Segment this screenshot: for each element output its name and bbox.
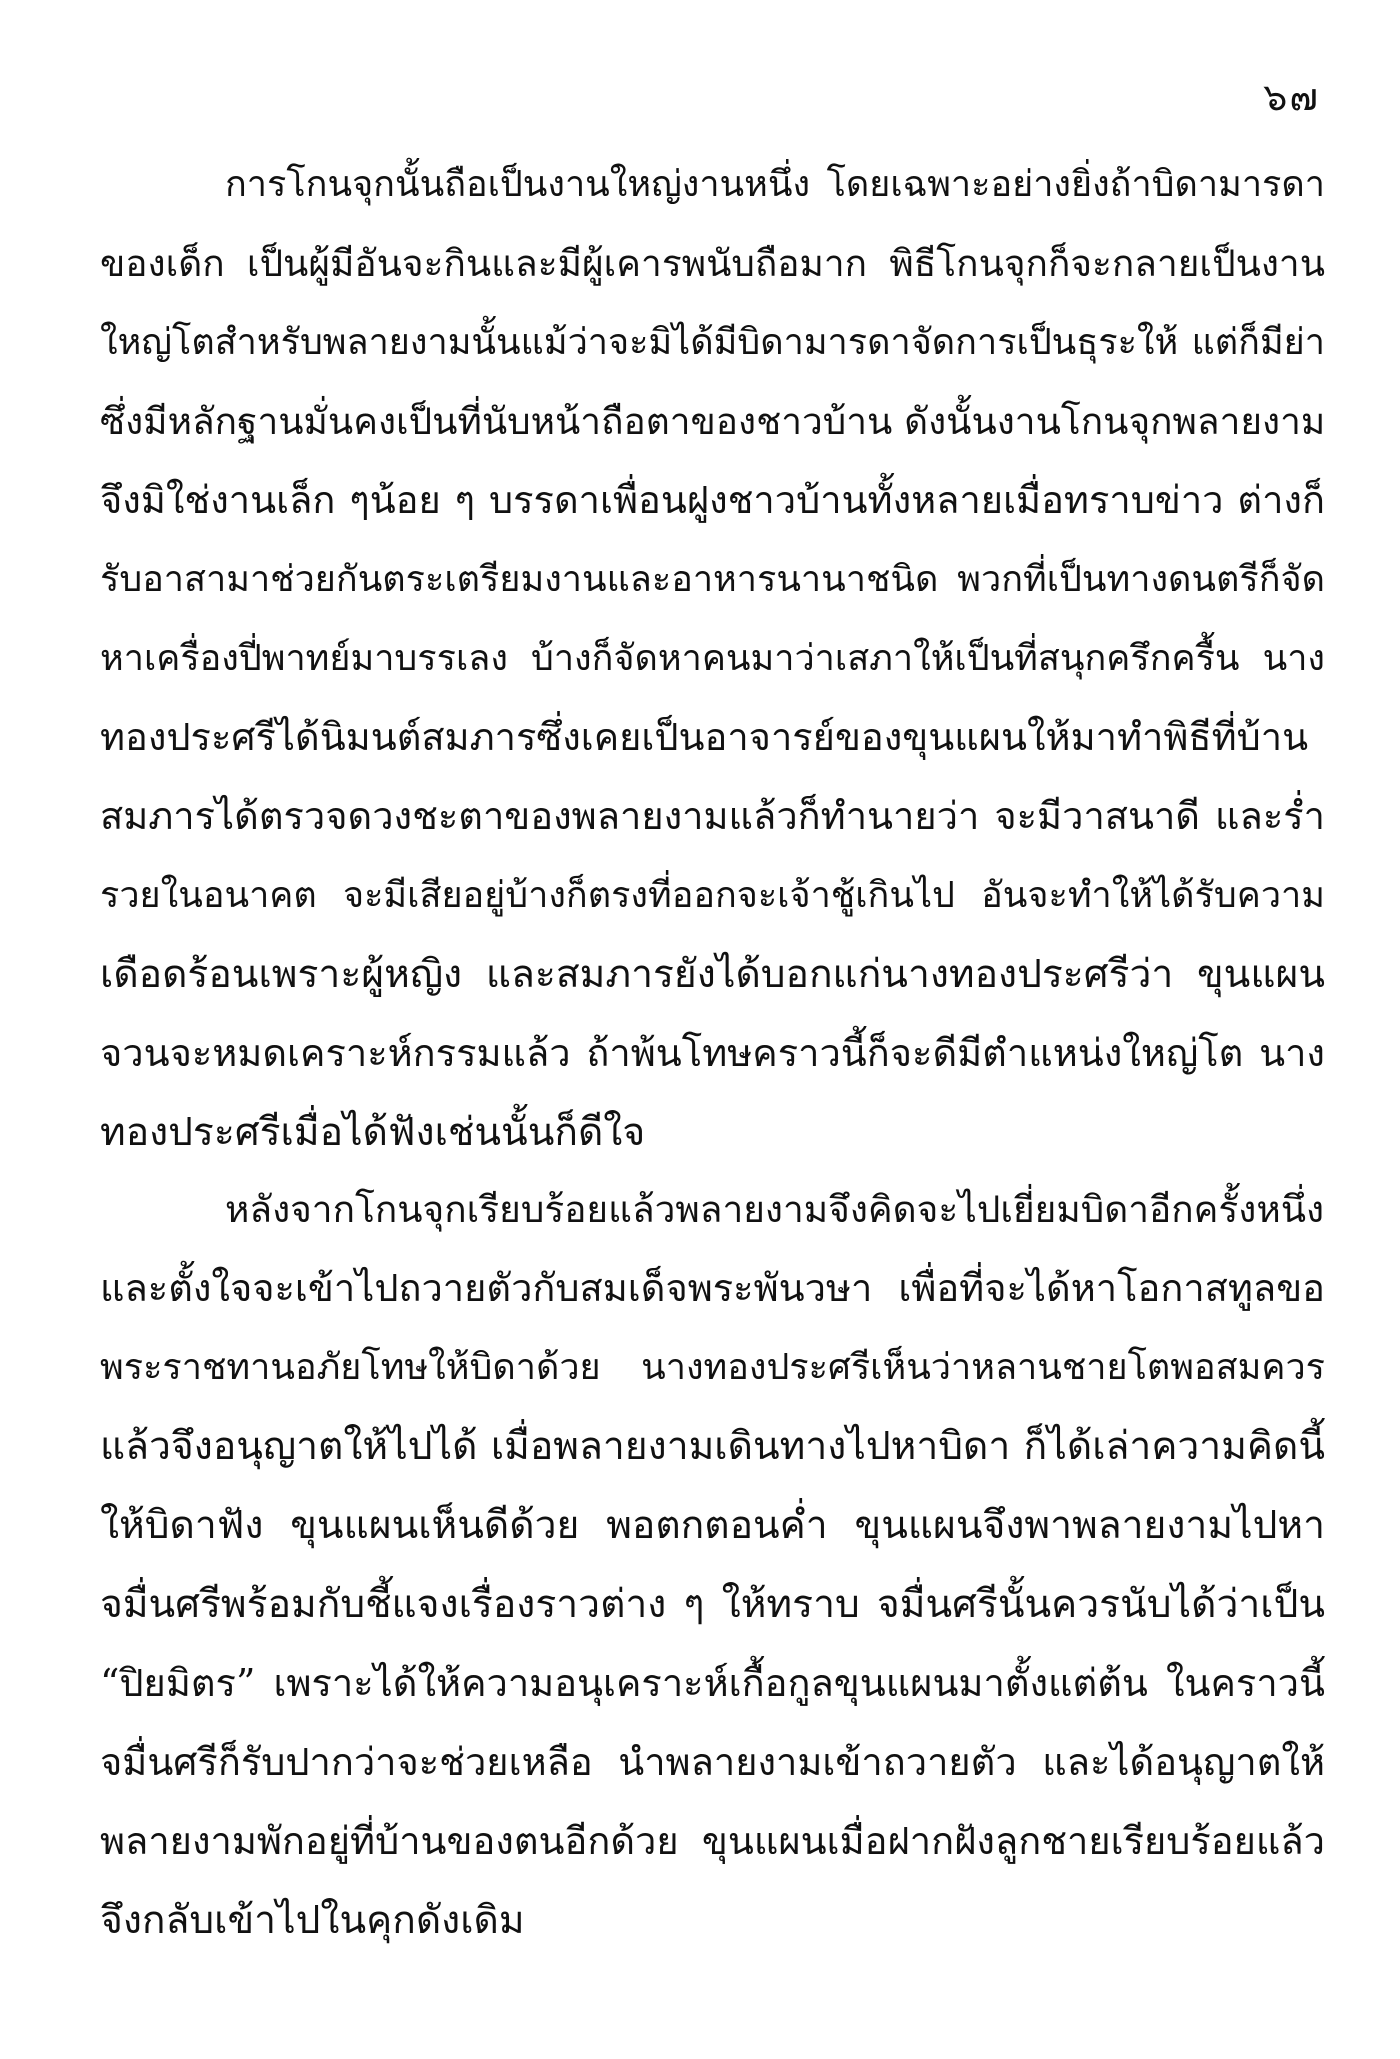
text-line: จึงกลับเข้าไปในคุกดังเดิม [100, 1898, 525, 1943]
text-line: พลายงามพักอยู่ที่บ้านของตนอีกด้วย ขุนแผนเมื่อฝากฝังลูกชายเรียบร้อยแล้ว [100, 1819, 1325, 1863]
text-line: รวยในอนาคต จะมีเสียอยู่บ้างก็ตรงที่ออกจะเจ้าชู้เกินไป อันจะทำให้ได้รับความ [100, 875, 1325, 916]
text-line: ของเด็ก เป็นผู้มีอันจะกินและมีผู้เคารพนับถือมาก พิธีโกนจุกก็จะกลายเป็นงาน [100, 242, 1325, 285]
text-line: แล้วจึงอนุญาตให้ไปได้ เมื่อพลายงามเดินทางไปหาบิดา ก็ได้เล่าความคิดนี้ [100, 1424, 1325, 1469]
text-line: และตั้งใจจะเข้าไปถวายตัวกับสมเด็จพระพันวษา เพื่อที่จะได้หาโอกาสทูลขอ [100, 1266, 1325, 1310]
text-line: หลังจากโกนจุกเรียบร้อยแล้วพลายงามจึงคิดจะไปเยี่ยมบิดาอีกครั้งหนึ่ง [225, 1188, 1325, 1231]
text-line: ให้บิดาฟัง ขุนแผนเห็นดีด้วย พอตกตอนค่ำ ขุนแผนจึงพาพลายงามไปหา [100, 1503, 1325, 1548]
page-number: ๖๗ [1263, 75, 1320, 119]
text-line: “ปิยมิตร” เพราะได้ให้ความอนุเคราะห์เกื้อกูลขุนแผนมาตั้งแต่ต้น ในคราวนี้ [100, 1661, 1325, 1705]
text-line: ทองประศรีเมื่อได้ฟังเช่นนั้นก็ดีใจ [100, 1110, 646, 1155]
text-line: พระราชทานอภัยโทษให้บิดาด้วย นางทองประศรีเห็นว่าหลานชายโตพอสมควร [100, 1347, 1325, 1388]
text-line: เดือดร้อนเพราะผู้หญิง และสมภารยังได้บอกแก่นางทองประศรีว่า ขุนแผน [100, 952, 1325, 997]
text-line: จวนจะหมดเคราะห์กรรมแล้ว ถ้าพ้นโทษคราวนี้ก็จะดีมีตำแหน่งใหญ่โต นาง [100, 1031, 1325, 1075]
text-line: ซึ่งมีหลักฐานมั่นคงเป็นที่นับหน้าถือตาของชาวบ้าน ดังนั้นงานโกนจุกพลายงาม [100, 400, 1325, 443]
text-line: จมื่นศรีก็รับปากว่าจะช่วยเหลือ นำพลายงามเข้าถวายตัว และได้อนุญาตให้ [100, 1740, 1325, 1784]
text-line: การโกนจุกนั้นถือเป็นงานใหญ่งานหนึ่ง โดยเฉพาะอย่างยิ่งถ้าบิดามารดา [225, 164, 1325, 205]
paragraph-1 [100, 145, 1325, 1172]
text-line: ใหญ่โตสำหรับพลายงามนั้นแม้ว่าจะมิได้มีบิดามารดาจัดการเป็นธุระให้ แต่ก็มีย่า [100, 322, 1325, 363]
paragraph-2 [100, 1170, 1325, 1960]
text-line: จมื่นศรีพร้อมกับชี้แจงเรื่องราวต่าง ๆ ให้ทราบ จมื่นศรีนั้นควรนับได้ว่าเป็น [100, 1582, 1325, 1627]
text-line: สมภารได้ตรวจดวงชะตาของพลายงามแล้วก็ทำนายว่า จะมีวาสนาดี และร่ำ [100, 794, 1325, 838]
text-line: ทองประศรีได้นิมนต์สมภารซึ่งเคยเป็นอาจารย์ของขุนแผนให้มาทำพิธีที่บ้าน [100, 715, 1309, 759]
text-line: รับอาสามาช่วยกันตระเตรียมงานและอาหารนานาชนิด พวกที่เป็นทางดนตรีก็จัด [100, 559, 1325, 600]
text-line: จึงมิใช่งานเล็ก ๆน้อย ๆ บรรดาเพื่อนฝูงชาวบ้านทั้งหลายเมื่อทราบข่าว ต่างก็ [100, 478, 1325, 522]
text-line: หาเครื่องปี่พาทย์มาบรรเลง บ้างก็จัดหาคนมาว่าเสภาให้เป็นที่สนุกครึกครื้น นาง [100, 638, 1325, 679]
